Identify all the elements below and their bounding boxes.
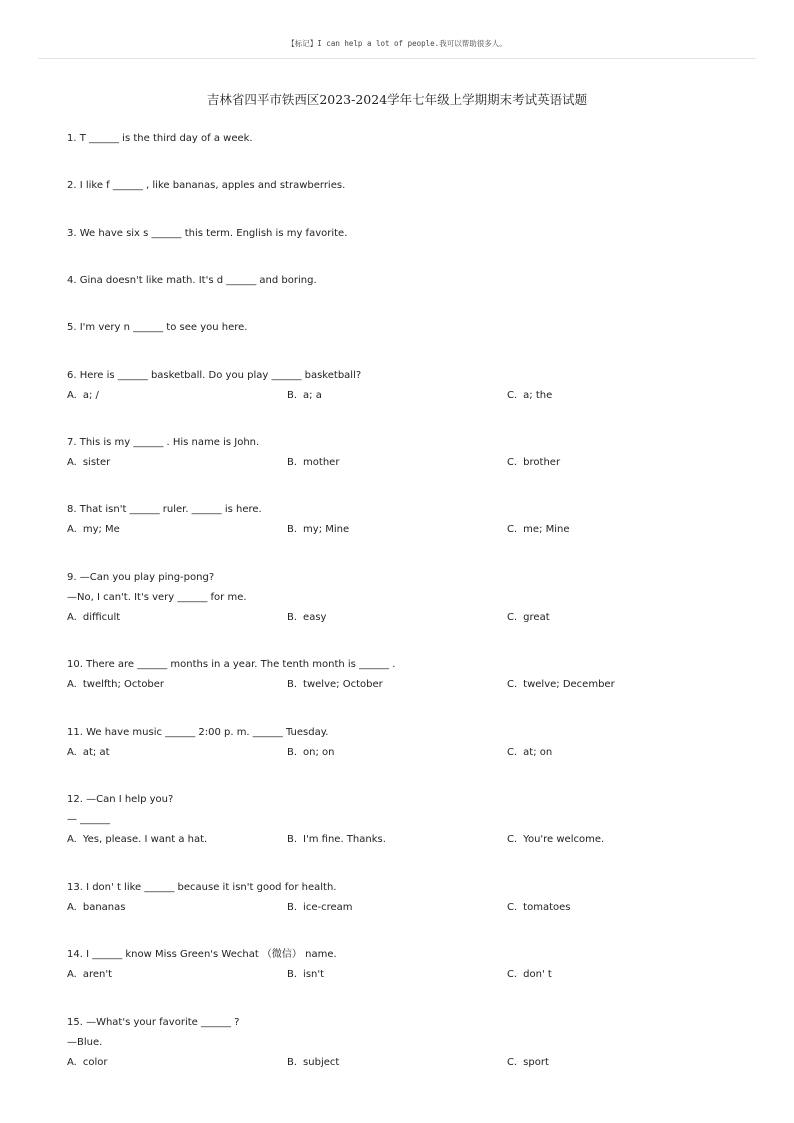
- option-letter: C.: [507, 747, 518, 758]
- option-text: at; at: [82, 747, 110, 758]
- option-letter: B.: [287, 834, 298, 845]
- question-stem-line-2: —No, I can't. It's very ______ for me.: [67, 592, 247, 603]
- question-4: [67, 271, 747, 291]
- option-text: at; on: [523, 747, 553, 758]
- question-stem: 7. This is my ______ . His name is John.: [67, 437, 260, 448]
- answer-options: [67, 608, 747, 628]
- option-text: color: [82, 1057, 108, 1068]
- answer-options: [67, 453, 747, 473]
- option-text: I'm fine. Thanks.: [303, 834, 386, 845]
- page-title: 吉林省四平市铁西区2023-2024学年七年级上学期期末考试英语试题: [206, 92, 588, 107]
- option-letter: A.: [67, 612, 77, 623]
- option-text: don' t: [523, 969, 552, 980]
- question-stem: 5. I'm very n ______ to see you here.: [67, 322, 248, 333]
- option-text: brother: [523, 457, 561, 468]
- option-text: sister: [82, 457, 111, 468]
- answer-options: [67, 675, 747, 695]
- option-b[interactable]: [287, 830, 386, 850]
- option-c[interactable]: [507, 965, 552, 985]
- question-11: [67, 723, 747, 763]
- question-stem: 12. —Can I help you?: [67, 794, 174, 805]
- question-stem-line-2: — ______: [67, 814, 111, 825]
- question-stem: 14. I ______ know Miss Green's Wechat （微信） name.: [67, 949, 337, 960]
- option-a[interactable]: [67, 386, 99, 406]
- option-letter: C.: [507, 390, 518, 401]
- question-10: [67, 655, 747, 695]
- option-letter: B.: [287, 902, 298, 913]
- answer-options: [67, 743, 747, 763]
- option-c[interactable]: [507, 608, 550, 628]
- option-b[interactable]: [287, 675, 383, 695]
- question-stem: 9. —Can you play ping-pong?: [67, 572, 215, 583]
- option-a[interactable]: [67, 1053, 107, 1073]
- question-14: [67, 945, 747, 985]
- option-letter: A.: [67, 524, 77, 535]
- question-stem: 4. Gina doesn't like math. It's d ______ and boring.: [67, 275, 317, 286]
- option-letter: A.: [67, 747, 77, 758]
- option-b[interactable]: [287, 608, 326, 628]
- option-text: isn't: [303, 969, 325, 980]
- option-text: aren't: [82, 969, 113, 980]
- option-text: You're welcome.: [523, 834, 605, 845]
- option-a[interactable]: [67, 453, 110, 473]
- answer-options: [67, 898, 747, 918]
- option-letter: B.: [287, 457, 298, 468]
- option-b[interactable]: [287, 965, 324, 985]
- option-a[interactable]: [67, 608, 120, 628]
- option-text: twelve; December: [523, 679, 615, 690]
- question-stem: 1. T ______ is the third day of a week.: [67, 133, 253, 144]
- question-stem: 6. Here is ______ basketball. Do you play ______ basketball?: [67, 370, 362, 381]
- option-letter: B.: [287, 390, 298, 401]
- option-letter: C.: [507, 457, 518, 468]
- question-stem: 15. —What's your favorite ______ ?: [67, 1017, 240, 1028]
- option-a[interactable]: [67, 898, 125, 918]
- option-text: on; on: [303, 747, 335, 758]
- option-letter: A.: [67, 969, 77, 980]
- question-2: [67, 176, 747, 196]
- option-c[interactable]: [507, 743, 552, 763]
- option-text: bananas: [82, 902, 126, 913]
- option-c[interactable]: [507, 453, 560, 473]
- question-stem: 8. That isn't ______ ruler. ______ is here.: [67, 504, 262, 515]
- question-stem: 11. We have music ______ 2:00 p. m. ______ Tuesday.: [67, 727, 329, 738]
- option-letter: B.: [287, 969, 298, 980]
- option-a[interactable]: [67, 830, 207, 850]
- question-3: [67, 224, 747, 244]
- option-letter: C.: [507, 902, 518, 913]
- option-b[interactable]: [287, 386, 322, 406]
- question-stem: 10. There are ______ months in a year. The tenth month is ______ .: [67, 659, 396, 670]
- option-letter: A.: [67, 457, 77, 468]
- option-letter: C.: [507, 612, 518, 623]
- option-letter: A.: [67, 390, 77, 401]
- option-text: difficult: [82, 612, 121, 623]
- option-text: a; /: [82, 390, 99, 401]
- option-text: tomatoes: [523, 902, 571, 913]
- option-b[interactable]: [287, 743, 335, 763]
- answer-options: [67, 965, 747, 985]
- option-a[interactable]: [67, 520, 120, 540]
- option-text: subject: [303, 1057, 340, 1068]
- question-stem-line-2: —Blue.: [67, 1037, 103, 1048]
- option-letter: B.: [287, 679, 298, 690]
- option-letter: A.: [67, 902, 77, 913]
- option-letter: C.: [507, 1057, 518, 1068]
- option-text: my; Me: [82, 524, 120, 535]
- answer-options: [67, 520, 747, 540]
- option-letter: A.: [67, 834, 77, 845]
- page-header: 【标记】I can help a lot of people.我可以帮助很多人。: [287, 39, 507, 48]
- option-text: my; Mine: [303, 524, 350, 535]
- option-text: me; Mine: [523, 524, 570, 535]
- option-text: a; a: [303, 390, 322, 401]
- answer-options: [67, 386, 747, 406]
- answer-options: [67, 830, 747, 850]
- option-letter: B.: [287, 1057, 298, 1068]
- option-b[interactable]: [287, 453, 339, 473]
- option-text: twelve; October: [303, 679, 383, 690]
- option-text: mother: [303, 457, 340, 468]
- question-15: [67, 1013, 747, 1073]
- question-stem: 2. I like f ______ , like bananas, apples and strawberries.: [67, 180, 346, 191]
- option-letter: A.: [67, 679, 77, 690]
- option-c[interactable]: [507, 386, 552, 406]
- option-b[interactable]: [287, 520, 349, 540]
- option-text: ice-cream: [303, 902, 353, 913]
- option-c[interactable]: [507, 675, 615, 695]
- option-letter: B.: [287, 747, 298, 758]
- option-b[interactable]: [287, 1053, 339, 1073]
- question-8: [67, 500, 747, 540]
- question-1: [67, 129, 747, 149]
- question-13: [67, 878, 747, 918]
- option-c[interactable]: [507, 830, 604, 850]
- answer-options: [67, 1053, 747, 1073]
- option-text: great: [523, 612, 550, 623]
- option-text: twelfth; October: [82, 679, 165, 690]
- option-a[interactable]: [67, 675, 164, 695]
- question-12: [67, 790, 747, 850]
- question-stem: 3. We have six s ______ this term. English is my favorite.: [67, 228, 348, 239]
- question-6: [67, 366, 747, 406]
- header-divider: [38, 58, 756, 59]
- question-7: [67, 433, 747, 473]
- option-a[interactable]: [67, 743, 110, 763]
- option-letter: C.: [507, 679, 518, 690]
- option-text: Yes, please. I want a hat.: [82, 834, 208, 845]
- option-text: a; the: [523, 390, 553, 401]
- option-c[interactable]: [507, 898, 570, 918]
- option-letter: A.: [67, 1057, 77, 1068]
- option-c[interactable]: [507, 1053, 549, 1073]
- option-letter: C.: [507, 524, 518, 535]
- question-9: [67, 568, 747, 628]
- option-letter: C.: [507, 834, 518, 845]
- option-letter: B.: [287, 524, 298, 535]
- option-letter: B.: [287, 612, 298, 623]
- option-b[interactable]: [287, 898, 353, 918]
- question-5: [67, 318, 747, 338]
- question-stem: 13. I don' t like ______ because it isn't good for health.: [67, 882, 337, 893]
- option-text: sport: [523, 1057, 549, 1068]
- option-a[interactable]: [67, 965, 112, 985]
- option-letter: C.: [507, 969, 518, 980]
- option-text: easy: [303, 612, 327, 623]
- option-c[interactable]: [507, 520, 570, 540]
